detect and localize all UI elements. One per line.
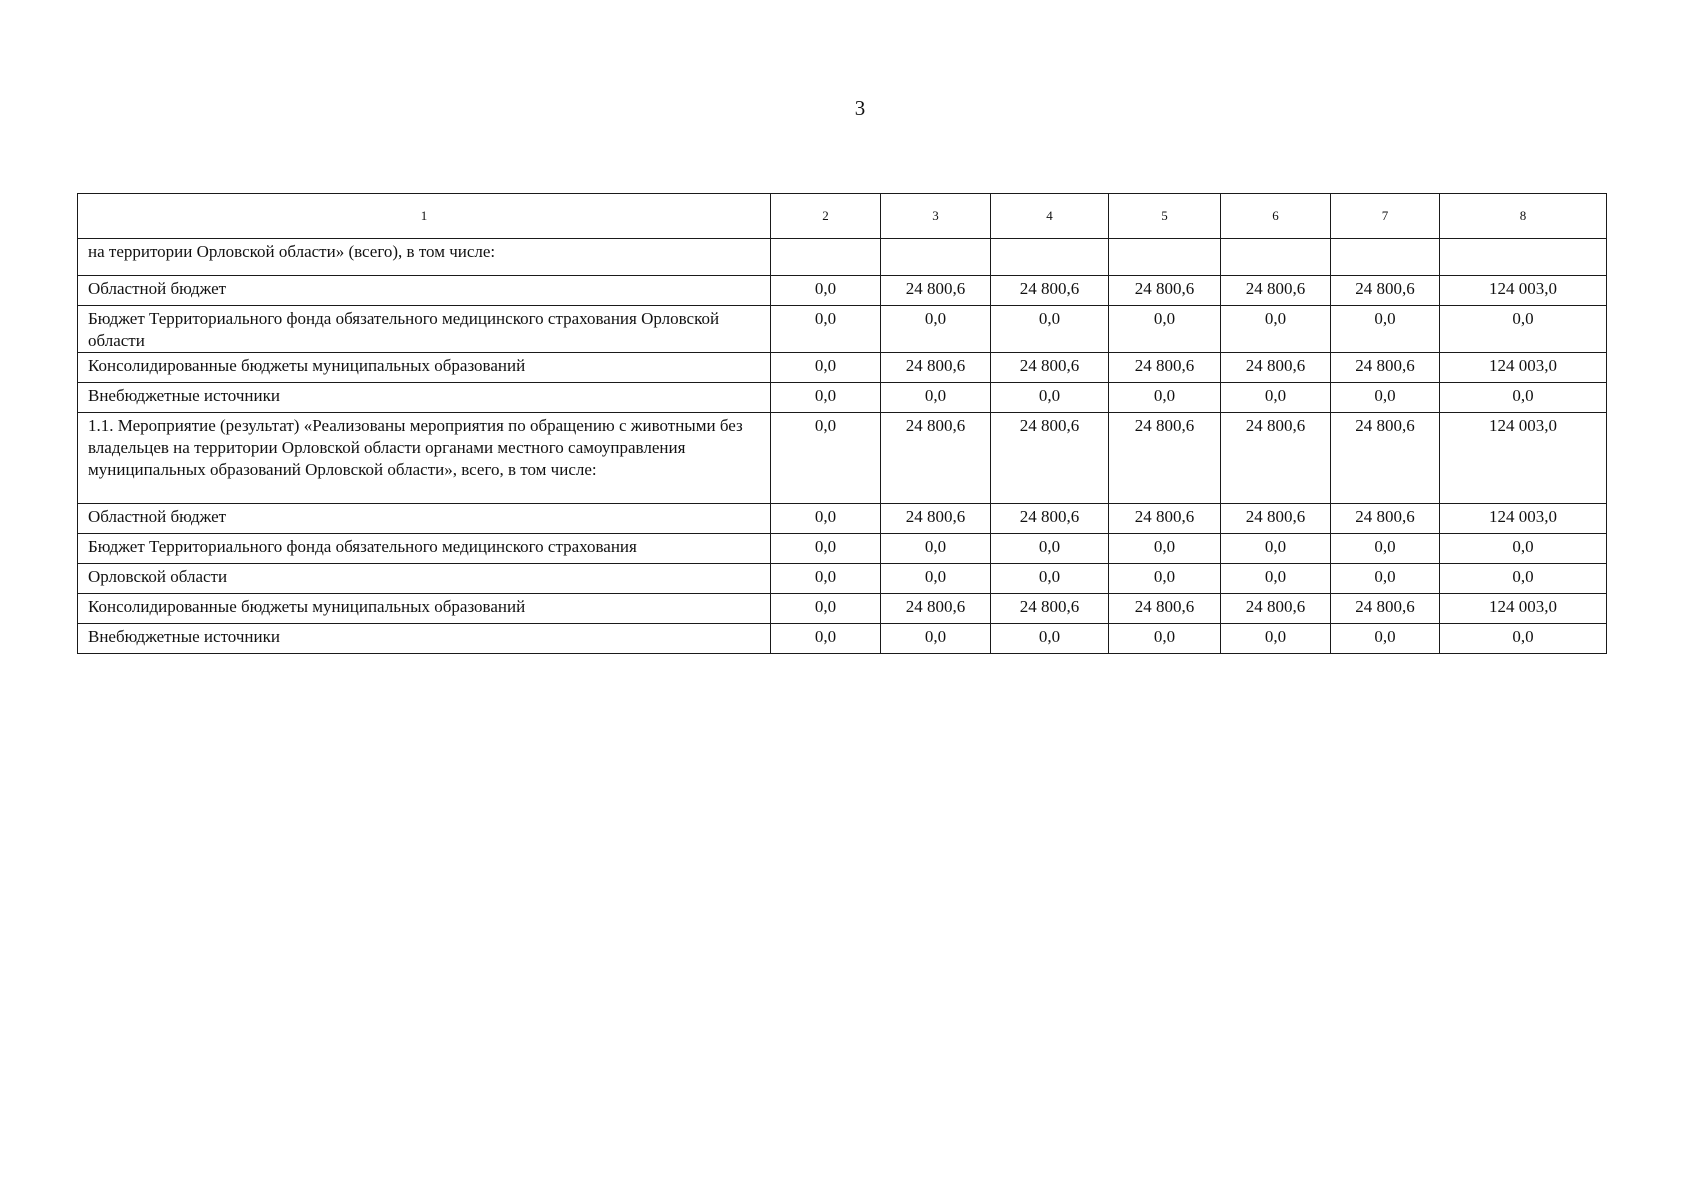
- column-header: 1: [78, 194, 771, 239]
- table-row: [78, 504, 1607, 534]
- table-row: [78, 353, 1607, 383]
- table-cell: 0,0: [1221, 383, 1331, 413]
- table-cell: 0,0: [1221, 306, 1331, 353]
- column-header: 4: [991, 194, 1109, 239]
- table-cell: 24 800,6: [1331, 353, 1440, 383]
- table-cell: 0,0: [1221, 624, 1331, 654]
- table-cell: 0,0: [1440, 624, 1607, 654]
- table-cell: 24 800,6: [991, 504, 1109, 534]
- table-cell: 24 800,6: [881, 276, 991, 306]
- table-cell: 0,0: [771, 504, 881, 534]
- table-cell: 24 800,6: [1331, 504, 1440, 534]
- table-row: [78, 276, 1607, 306]
- table-cell: 24 800,6: [1331, 594, 1440, 624]
- table-cell: 0,0: [1440, 534, 1607, 564]
- table-cell: 24 800,6: [1109, 353, 1221, 383]
- column-header: 7: [1331, 194, 1440, 239]
- row-label: Бюджет Территориального фонда обязательного медицинского страхования Орловской области: [78, 306, 771, 353]
- table-cell: [1221, 239, 1331, 276]
- table-cell: [771, 239, 881, 276]
- table-cell: [881, 239, 991, 276]
- table-cell: [1440, 239, 1607, 276]
- table-row: [78, 383, 1607, 413]
- table-cell: 24 800,6: [991, 353, 1109, 383]
- table-row: [78, 239, 1607, 276]
- table-cell: 0,0: [991, 383, 1109, 413]
- table-cell: [1109, 239, 1221, 276]
- table-cell: 0,0: [1440, 383, 1607, 413]
- page-number: 3: [854, 96, 866, 120]
- table-cell: 0,0: [881, 383, 991, 413]
- header-row: [78, 194, 1607, 239]
- budget-table: [77, 193, 1607, 654]
- table-cell: 24 800,6: [1221, 594, 1331, 624]
- table-cell: 0,0: [881, 624, 991, 654]
- table-cell: 24 800,6: [1221, 353, 1331, 383]
- row-label: Орловской области: [78, 564, 771, 594]
- table-cell: 24 800,6: [881, 594, 991, 624]
- column-header: 5: [1109, 194, 1221, 239]
- table-cell: 0,0: [1331, 306, 1440, 353]
- table-cell: 0,0: [1331, 383, 1440, 413]
- table-cell: 0,0: [771, 564, 881, 594]
- table-cell: 0,0: [881, 564, 991, 594]
- row-label: Консолидированные бюджеты муниципальных образований: [78, 353, 771, 383]
- table-cell: 0,0: [991, 564, 1109, 594]
- table-cell: 24 800,6: [881, 413, 991, 504]
- table-row: [78, 534, 1607, 564]
- table-row: [78, 594, 1607, 624]
- table-cell: 0,0: [1109, 383, 1221, 413]
- table-cell: 0,0: [1109, 624, 1221, 654]
- table-row: [78, 413, 1607, 504]
- row-label: на территории Орловской области» (всего), в том числе:: [78, 239, 771, 276]
- table-cell: 124 003,0: [1440, 353, 1607, 383]
- table-cell: 0,0: [1331, 624, 1440, 654]
- table-cell: 0,0: [1221, 534, 1331, 564]
- table-row: [78, 624, 1607, 654]
- table-cell: 0,0: [771, 534, 881, 564]
- column-header: 3: [881, 194, 991, 239]
- row-label: Бюджет Территориального фонда обязательного медицинского страхования: [78, 534, 771, 564]
- table-cell: 24 800,6: [1221, 276, 1331, 306]
- table-cell: 24 800,6: [991, 594, 1109, 624]
- row-label: Консолидированные бюджеты муниципальных образований: [78, 594, 771, 624]
- row-label: 1.1. Мероприятие (результат) «Реализованы мероприятия по обращению с животными без владельцев на территории Орловской области органами местного самоуправления муниципальных образований Орловской области», всего, в том числе:: [78, 413, 771, 504]
- table-cell: 0,0: [881, 306, 991, 353]
- column-header: 2: [771, 194, 881, 239]
- table-cell: 0,0: [771, 306, 881, 353]
- table-cell: 0,0: [771, 413, 881, 504]
- table-cell: 0,0: [1331, 534, 1440, 564]
- table-cell: 124 003,0: [1440, 413, 1607, 504]
- table-cell: 124 003,0: [1440, 594, 1607, 624]
- column-header: 6: [1221, 194, 1331, 239]
- table-cell: 0,0: [771, 353, 881, 383]
- table-cell: 24 800,6: [991, 276, 1109, 306]
- table-cell: 0,0: [991, 624, 1109, 654]
- table-cell: 0,0: [1221, 564, 1331, 594]
- table-cell: 24 800,6: [1109, 276, 1221, 306]
- table-row: [78, 306, 1607, 353]
- table-cell: 0,0: [1440, 306, 1607, 353]
- table-cell: 24 800,6: [881, 353, 991, 383]
- table-cell: 0,0: [991, 306, 1109, 353]
- column-header: 8: [1440, 194, 1607, 239]
- table-cell: 0,0: [771, 276, 881, 306]
- table-cell: 0,0: [771, 624, 881, 654]
- table-cell: 24 800,6: [991, 413, 1109, 504]
- table-cell: 0,0: [771, 594, 881, 624]
- row-label: Внебюджетные источники: [78, 624, 771, 654]
- table-cell: 24 800,6: [1331, 413, 1440, 504]
- table-row: [78, 564, 1607, 594]
- table-cell: 24 800,6: [1109, 594, 1221, 624]
- table-cell: 24 800,6: [1331, 276, 1440, 306]
- table-cell: [991, 239, 1109, 276]
- table-cell: 0,0: [1331, 564, 1440, 594]
- table-cell: 24 800,6: [881, 504, 991, 534]
- table-cell: 24 800,6: [1221, 413, 1331, 504]
- table-cell: 24 800,6: [1221, 504, 1331, 534]
- table-cell: 0,0: [771, 383, 881, 413]
- table-cell: 0,0: [1109, 534, 1221, 564]
- row-label: Внебюджетные источники: [78, 383, 771, 413]
- row-label: Областной бюджет: [78, 504, 771, 534]
- table-cell: 0,0: [1109, 564, 1221, 594]
- table-cell: 0,0: [881, 534, 991, 564]
- row-label: Областной бюджет: [78, 276, 771, 306]
- table-cell: 0,0: [1440, 564, 1607, 594]
- table-cell: 124 003,0: [1440, 276, 1607, 306]
- table-cell: 24 800,6: [1109, 504, 1221, 534]
- table-cell: 0,0: [991, 534, 1109, 564]
- table-cell: 124 003,0: [1440, 504, 1607, 534]
- table-cell: 0,0: [1109, 306, 1221, 353]
- table-cell: [1331, 239, 1440, 276]
- table-cell: 24 800,6: [1109, 413, 1221, 504]
